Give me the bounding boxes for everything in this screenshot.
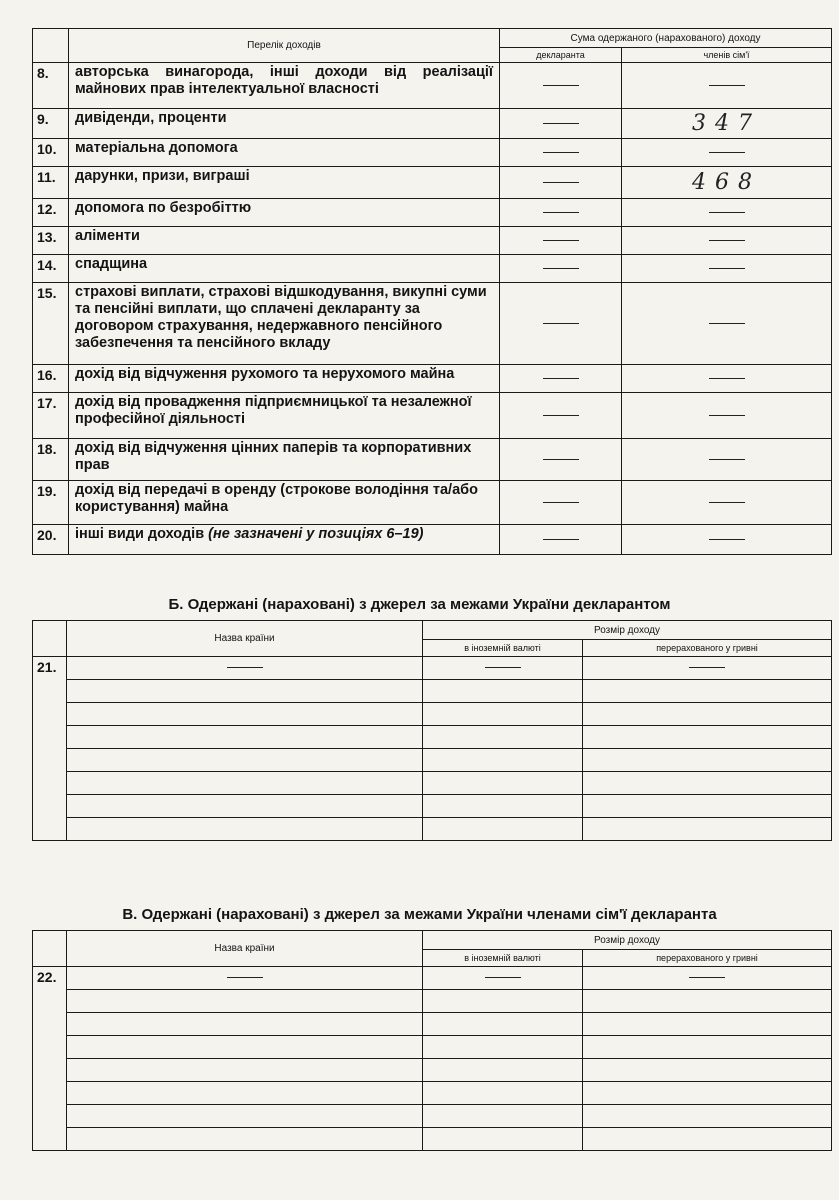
uah-cell[interactable] — [583, 749, 832, 772]
uah-cell[interactable] — [583, 990, 832, 1013]
declarant-value[interactable] — [500, 481, 622, 525]
empty-dash — [543, 268, 579, 269]
table-row — [33, 167, 832, 199]
table-row — [33, 365, 832, 393]
foreign-currency-cell[interactable] — [423, 990, 583, 1013]
header-income-size: Розмір доходу — [423, 931, 832, 950]
family-value[interactable] — [622, 255, 832, 283]
section-b-text: Одержані (нараховані) з джерел за межами України декларантом — [187, 596, 671, 613]
table-row — [33, 63, 832, 109]
empty-dash — [485, 667, 521, 668]
handwritten-value: 347 — [692, 111, 761, 136]
foreign-income-declarant-table — [32, 620, 832, 841]
country-cell[interactable] — [67, 1036, 423, 1059]
table-row — [33, 525, 832, 555]
row-number: 14. — [33, 255, 69, 283]
row-label: страхові виплати, страхові відшкодування, викупні суми та пенсійні виплати, що сплачені декларанту за договором страхування, недержавного пенсійного забезпечення та пенсійного вкладу — [69, 283, 500, 365]
header-foreign-currency: в іноземній валюті — [423, 950, 583, 967]
row-number: 8. — [33, 63, 69, 109]
empty-dash — [543, 123, 579, 124]
section-v-letter: В. — [122, 906, 138, 923]
country-cell[interactable] — [67, 680, 423, 703]
foreign-currency-cell[interactable] — [423, 726, 583, 749]
foreign-currency-cell[interactable] — [423, 1128, 583, 1151]
empty-dash — [709, 268, 745, 269]
header-uah: перерахованого у гривні — [583, 950, 832, 967]
empty-dash — [543, 539, 579, 540]
uah-cell[interactable] — [583, 1105, 832, 1128]
declarant-value[interactable] — [500, 365, 622, 393]
empty-dash — [543, 502, 579, 503]
empty-dash — [543, 459, 579, 460]
row-label: аліменти — [69, 227, 500, 255]
family-value[interactable] — [622, 227, 832, 255]
declarant-value[interactable] — [500, 393, 622, 439]
declarant-value[interactable] — [500, 139, 622, 167]
country-cell[interactable] — [67, 1059, 423, 1082]
empty-dash — [709, 152, 745, 153]
empty-dash — [543, 152, 579, 153]
uah-cell[interactable] — [583, 1059, 832, 1082]
row-label: допомога по безробіттю — [69, 199, 500, 227]
empty-dash — [709, 240, 745, 241]
section-v-text: Одержані (нараховані) з джерел за межами України членами сім'ї декларанта — [141, 906, 717, 923]
foreign-currency-cell[interactable] — [423, 772, 583, 795]
table-row — [33, 1059, 832, 1082]
header-num-cell — [33, 621, 67, 657]
uah-cell[interactable] — [583, 726, 832, 749]
family-value[interactable] — [622, 525, 832, 555]
declarant-value[interactable] — [500, 283, 622, 365]
foreign-currency-cell[interactable] — [423, 680, 583, 703]
row-label: дохід від відчуження рухомого та нерухомого майна — [69, 365, 500, 393]
table-row — [33, 439, 832, 481]
row-number: 12. — [33, 199, 69, 227]
declarant-value[interactable] — [500, 227, 622, 255]
header-uah: перерахованого у гривні — [583, 640, 832, 657]
foreign-currency-cell[interactable] — [423, 795, 583, 818]
foreign-currency-cell[interactable] — [423, 749, 583, 772]
header-num-cell — [33, 931, 67, 967]
header-foreign-currency: в іноземній валюті — [423, 640, 583, 657]
foreign-currency-cell[interactable] — [423, 1082, 583, 1105]
row-label: дивіденди, проценти — [69, 109, 500, 139]
family-value[interactable] — [622, 365, 832, 393]
empty-dash — [543, 85, 579, 86]
section-b-letter: Б. — [168, 596, 184, 613]
empty-dash — [543, 378, 579, 379]
country-cell[interactable] — [67, 818, 423, 841]
table-row — [33, 199, 832, 227]
row-label: дохід від провадження підприємницької та незалежної професійної діяльності — [69, 393, 500, 439]
row-label: матеріальна допомога — [69, 139, 500, 167]
table-row — [33, 990, 832, 1013]
empty-dash — [543, 212, 579, 213]
table-row — [33, 393, 832, 439]
foreign-currency-cell[interactable] — [423, 1059, 583, 1082]
row-number: 13. — [33, 227, 69, 255]
foreign-currency-cell[interactable] — [423, 703, 583, 726]
header-income-list: Перелік доходів — [69, 29, 500, 63]
header-country: Назва країни — [67, 931, 423, 967]
section-v-title — [0, 906, 839, 923]
row-number: 9. — [33, 109, 69, 139]
country-cell[interactable] — [67, 726, 423, 749]
country-cell[interactable] — [67, 967, 423, 990]
empty-dash — [543, 182, 579, 183]
empty-dash — [709, 378, 745, 379]
declarant-value[interactable] — [500, 167, 622, 199]
table-row — [33, 703, 832, 726]
country-cell[interactable] — [67, 795, 423, 818]
family-value[interactable] — [622, 167, 832, 199]
uah-cell[interactable] — [583, 818, 832, 841]
empty-dash — [709, 85, 745, 86]
section-b-title — [0, 596, 839, 613]
table-row — [33, 795, 832, 818]
uah-cell[interactable] — [583, 795, 832, 818]
uah-cell[interactable] — [583, 1036, 832, 1059]
country-cell[interactable] — [67, 749, 423, 772]
row-label-text: інші види доходів — [75, 526, 205, 542]
family-value[interactable] — [622, 481, 832, 525]
family-value[interactable] — [622, 283, 832, 365]
declarant-value[interactable] — [500, 109, 622, 139]
foreign-income-family-table — [32, 930, 832, 1151]
row-number: 19. — [33, 481, 69, 525]
uah-cell[interactable] — [583, 967, 832, 990]
empty-dash — [543, 240, 579, 241]
table-row — [33, 657, 832, 680]
empty-dash — [709, 212, 745, 213]
country-cell[interactable] — [67, 772, 423, 795]
row-label: дарунки, призи, виграші — [69, 167, 500, 199]
uah-cell[interactable] — [583, 772, 832, 795]
header-declarant: декларанта — [500, 48, 622, 63]
country-cell[interactable] — [67, 1128, 423, 1151]
uah-cell[interactable] — [583, 680, 832, 703]
row-number: 17. — [33, 393, 69, 439]
table-row — [33, 1082, 832, 1105]
foreign-currency-cell[interactable] — [423, 967, 583, 990]
header-num-cell — [33, 29, 69, 63]
foreign-currency-cell[interactable] — [423, 818, 583, 841]
table-row — [33, 227, 832, 255]
row-label: спадщина — [69, 255, 500, 283]
row-number: 20. — [33, 525, 69, 555]
country-cell[interactable] — [67, 1013, 423, 1036]
table-row — [33, 726, 832, 749]
empty-dash — [709, 502, 745, 503]
country-cell[interactable] — [67, 657, 423, 680]
family-value[interactable] — [622, 439, 832, 481]
empty-dash — [543, 415, 579, 416]
country-cell[interactable] — [67, 703, 423, 726]
uah-cell[interactable] — [583, 1082, 832, 1105]
row-label — [69, 525, 500, 555]
empty-dash — [227, 667, 263, 668]
table-row — [33, 139, 832, 167]
empty-dash — [709, 415, 745, 416]
foreign-currency-cell[interactable] — [423, 1013, 583, 1036]
uah-cell[interactable] — [583, 703, 832, 726]
empty-dash — [227, 977, 263, 978]
family-value[interactable] — [622, 109, 832, 139]
country-cell[interactable] — [67, 1082, 423, 1105]
uah-cell[interactable] — [583, 1128, 832, 1151]
declarant-value[interactable] — [500, 255, 622, 283]
row-number: 22. — [33, 967, 67, 1151]
header-country: Назва країни — [67, 621, 423, 657]
handwritten-value: 468 — [692, 170, 761, 195]
family-value[interactable] — [622, 199, 832, 227]
family-value[interactable] — [622, 139, 832, 167]
uah-cell[interactable] — [583, 1013, 832, 1036]
table-row — [33, 680, 832, 703]
country-cell[interactable] — [67, 990, 423, 1013]
table-row — [33, 818, 832, 841]
header-income-size: Розмір доходу — [423, 621, 832, 640]
row-number: 16. — [33, 365, 69, 393]
empty-dash — [543, 323, 579, 324]
table-row — [33, 109, 832, 139]
row-label: дохід від відчуження цінних паперів та корпоративних прав — [69, 439, 500, 481]
family-value[interactable] — [622, 63, 832, 109]
foreign-currency-cell[interactable] — [423, 1036, 583, 1059]
table-row — [33, 749, 832, 772]
family-value[interactable] — [622, 393, 832, 439]
empty-dash — [689, 977, 725, 978]
table-row — [33, 1013, 832, 1036]
table-row — [33, 967, 832, 990]
declarant-value[interactable] — [500, 439, 622, 481]
row-label: авторська винагорода, інші доходи від реалізації майнових прав інтелектуальної власності — [69, 63, 500, 109]
income-table — [32, 28, 832, 555]
row-number: 18. — [33, 439, 69, 481]
table-row — [33, 1036, 832, 1059]
table-row — [33, 255, 832, 283]
row-label: дохід від передачі в оренду (строкове володіння та/або користування) майна — [69, 481, 500, 525]
empty-dash — [709, 459, 745, 460]
empty-dash — [485, 977, 521, 978]
foreign-currency-cell[interactable] — [423, 657, 583, 680]
table-row — [33, 772, 832, 795]
row-number: 15. — [33, 283, 69, 365]
row-number: 10. — [33, 139, 69, 167]
table-row — [33, 481, 832, 525]
header-family: членів сім'ї — [622, 48, 832, 63]
country-cell[interactable] — [67, 1105, 423, 1128]
declarant-value[interactable] — [500, 63, 622, 109]
empty-dash — [709, 323, 745, 324]
empty-dash — [709, 539, 745, 540]
row-number: 21. — [33, 657, 67, 841]
table-row — [33, 1105, 832, 1128]
uah-cell[interactable] — [583, 657, 832, 680]
header-income-sum: Сума одержаного (нарахованого) доходу — [500, 29, 832, 48]
declarant-value[interactable] — [500, 199, 622, 227]
foreign-currency-cell[interactable] — [423, 1105, 583, 1128]
empty-dash — [689, 667, 725, 668]
row-number: 11. — [33, 167, 69, 199]
table-row — [33, 1128, 832, 1151]
declarant-value[interactable] — [500, 525, 622, 555]
row-label-note: (не зазначені у позиціях 6–19) — [208, 526, 424, 542]
table-row — [33, 283, 832, 365]
